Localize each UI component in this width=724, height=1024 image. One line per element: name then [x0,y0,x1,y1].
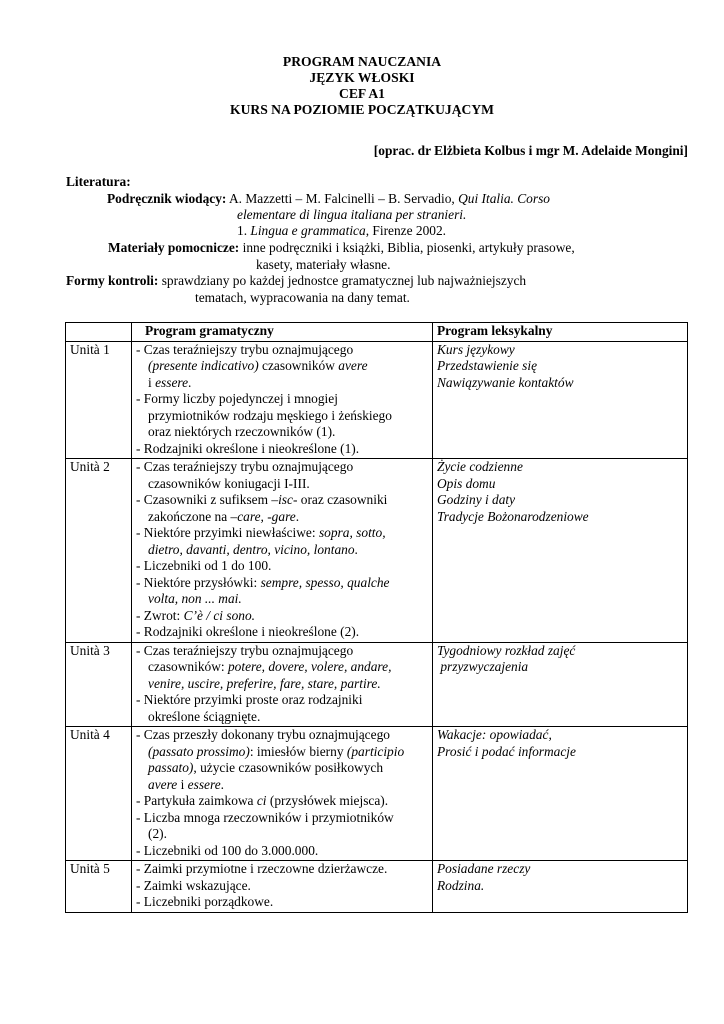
volume-number: 1. [237,223,251,238]
main-textbook-line [66,191,724,208]
aux-materials-text: inne podręczniki i książki, Biblia, piosenki, artykuły prasowe, [239,240,575,255]
grammar-line: czasowników koniugacji I-III. [148,475,310,491]
italic-term: (participio [346,743,405,759]
grammar-cell [132,459,433,643]
italic-term: C’è / ci sono. [183,607,256,623]
lexical-item: Tradycje Bożonarodzeniowe [437,508,589,524]
authors-note: [oprac. dr Elżbieta Kolbus i mgr M. Adelaide Mongini] [373,143,688,158]
title-line-2: JĘZYK WŁOSKI [309,70,415,85]
control-forms-label: Formy kontroli: [66,273,159,288]
text-run: - Czasowniki z sufiksem [136,492,272,507]
text-run: . [188,374,192,390]
lexical-item: Nawiązywanie kontaktów [437,374,574,390]
control-forms-cont: tematach, wypracowania na dany temat. [195,290,410,305]
grammar-line [136,492,428,509]
grammar-line: - Rodzajniki określone i nieokreślone (2). [136,624,360,639]
text-run: i [177,776,188,792]
italic-term: dietro, davanti, dentro, vicino, lontano [148,541,355,557]
text-run: czasowników: [148,659,228,674]
italic-term: passato) [148,760,194,775]
lexical-item: Wakacje: opowiadać, [437,727,552,742]
grammar-line [136,375,428,392]
text-run: oraz czasowniki [297,492,388,507]
table-row [66,727,688,861]
italic-term: (presente indicativo) [148,358,259,373]
lexical-cell [433,459,688,643]
text-run: . [295,508,300,524]
grammar-line [136,760,428,777]
unit-label: Unità 5 [66,861,132,913]
aux-materials-label: Materiały pomocnicze: [108,240,240,255]
text-run: zakończone na [148,508,231,524]
grammar-cell [132,341,433,459]
grammar-line [136,509,428,526]
unit-label: Unità 4 [66,727,132,861]
aux-materials-line [66,240,724,257]
lexical-item: przyzwyczajenia [437,659,529,674]
aux-materials-cont: kasety, materiały własne. [256,257,391,272]
title-line-4: KURS NA POZIOMIE POCZĄTKUJĄCYM [230,102,494,117]
grammar-line [136,525,428,542]
italic-term: avere [338,358,368,373]
grammar-line: określone ściągnięte. [148,708,261,724]
italic-term: essere [187,776,221,792]
unit-label: Unità 3 [66,642,132,727]
table-row [66,642,688,727]
text-run: - Zwrot: [136,607,184,623]
grammar-cell [132,642,433,727]
grammar-line [136,744,428,761]
lexical-item: Życie codzienne [437,459,523,474]
grammar-line: - Zaimki przymiotne i rzeczowne dzierżawcze. [136,861,388,876]
grammar-line [136,575,428,592]
lexical-cell [433,727,688,861]
grammar-line: - Liczebniki od 1 do 100. [136,558,272,573]
grammar-line: - Czas teraźniejszy trybu oznajmującego [136,459,354,474]
grammar-line: - Czas teraźniejszy trybu oznajmującego [136,642,354,658]
lexical-cell [433,341,688,459]
text-run: czasowników [258,358,339,373]
table-header-row [66,323,688,342]
table-row [66,341,688,459]
grammar-line: - Czas przeszły dokonany trybu oznajmującego [136,727,390,742]
header-lexical: Program leksykalny [433,323,688,342]
lexical-item: Prosić i podać informacje [437,743,576,759]
italic-term: avere [148,776,178,792]
text-run: : imiesłów bierny [249,743,347,759]
grammar-line [136,777,428,794]
grammar-line: - Niektóre przyimki proste oraz rodzajniki [136,692,363,707]
lexical-cell [433,642,688,727]
grammar-line: oraz niektórych rzeczowników (1). [148,424,336,439]
grammar-line: - Zaimki wskazujące. [136,877,251,893]
text-run: (przysłówek miejsca). [266,793,389,808]
grammar-line: - Liczebniki porządkowe. [136,894,274,909]
control-forms-text: sprawdziany po każdej jednostce gramatycznej lub najważniejszych [158,273,527,288]
text-run: . [354,541,358,557]
grammar-line [136,358,428,375]
main-textbook-authors: A. Mazzetti – M. Falcinelli – B. Servadio, [226,191,459,206]
lexical-item: Opis domu [437,475,496,491]
grammar-cell [132,727,433,861]
text-run: - Niektóre przyimki niewłaściwe: [136,525,319,540]
grammar-line: - Liczebniki od 100 do 3.000.000. [136,842,319,858]
grammar-line: - Czas teraźniejszy trybu oznajmującego [136,341,354,357]
lexical-item: Kurs językowy [437,341,515,357]
grammar-line: volta, non ... mai. [148,591,242,606]
main-textbook-volume [66,223,724,240]
lexical-item: Rodzina. [437,877,485,893]
italic-term: (passato prossimo) [148,743,250,759]
text-run: i [148,374,156,390]
volume-title: Lingua e grammatica [250,223,366,238]
main-textbook-label: Podręcznik wiodący: [107,191,227,206]
document-title [0,54,724,118]
lexical-item: Posiadane rzeczy [437,861,531,876]
title-line-1: PROGRAM NAUCZANIA [282,54,442,69]
grammar-line: - Rodzajniki określone i nieokreślone (1). [136,440,360,456]
grammar-line: - Liczba mnoga rzeczowników i przymiotników [136,809,394,825]
table-row [66,861,688,913]
program-table [65,322,688,913]
control-forms-line [66,273,686,290]
unit-label: Unità 1 [66,341,132,459]
text-run: - Niektóre przysłówki: [136,574,261,590]
grammar-line [136,659,428,676]
main-textbook-title: Qui Italia. Corso [458,191,550,206]
lexical-item: Godziny i daty [437,492,516,507]
italic-term: ci [256,793,267,808]
text-run: - Partykuła zaimkowa [136,793,257,808]
grammar-line: (2). [148,826,167,841]
lexical-cell [433,861,688,913]
header-grammar: Program gramatyczny [132,323,433,342]
table-row [66,459,688,643]
volume-publisher: , Firenze 2002. [365,223,447,238]
header-unit [66,323,132,342]
lexical-item: Przedstawienie się [437,358,538,373]
text-run: , użycie czasowników posiłkowych [193,760,384,775]
title-line-3: CEF A1 [339,86,385,101]
italic-term: essere [155,374,189,390]
literature-heading: Literatura: [66,174,131,189]
italic-term: sempre, spesso, qualche [260,574,390,590]
grammar-line [136,542,428,559]
italic-term: –care, -gare [230,508,296,524]
italic-term: sopra, sotto, [318,525,386,540]
unit-label: Unità 2 [66,459,132,643]
text-run: . [220,776,224,792]
grammar-line: przymiotników rodzaju męskiego i żeńskiego [148,407,392,423]
grammar-line: - Formy liczby pojedynczej i mnogiej [136,391,338,406]
italic-term: potere, dovere, volere, andare, [227,659,392,674]
grammar-cell [132,861,433,913]
italic-term: –isc- [271,492,298,507]
main-textbook-title-cont: elementare di lingua italiana per stranieri. [237,207,467,222]
grammar-line [136,608,428,625]
grammar-line: venire, uscire, preferire, fare, stare, partire. [148,675,381,691]
lexical-item: Tygodniowy rozkład zajęć [437,642,576,658]
grammar-line [136,793,428,810]
